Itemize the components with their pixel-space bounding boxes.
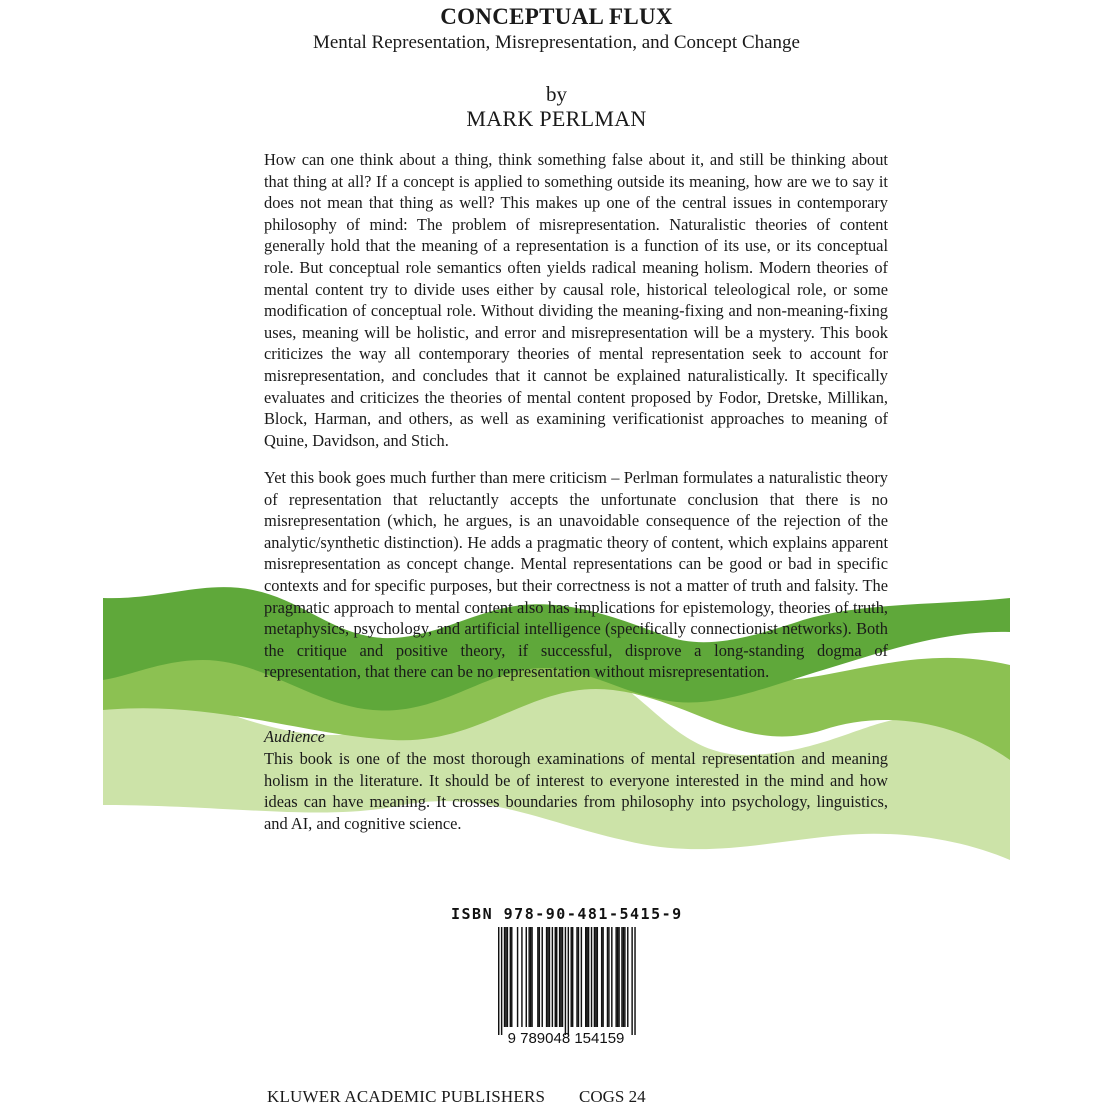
barcode-bar [510,927,511,1027]
barcode-bar [634,927,635,1035]
barcode-bar [585,927,586,1027]
barcode-bar [586,927,587,1027]
barcode-bar [617,927,618,1027]
isbn-barcode [486,927,646,1047]
barcode-bar [546,927,547,1027]
by-line: by [546,82,567,106]
barcode-bar [608,927,609,1027]
barcode-bar [562,927,563,1027]
barcode-bar [624,927,625,1027]
barcode-bar [611,927,612,1027]
barcode-bar [531,927,532,1027]
barcode-bar [602,927,603,1027]
barcode-bar [595,927,596,1027]
blurb-paragraph-2: Yet this book goes much further than mere criticism – Perlman formulates a naturalistic theory of representation that reluctantly accepts the unfortunate conclusion that there is no misrepresentation (which, he argues, is an unavoidable consequence of the rejection of the analytic/synthetic distinction). He adds a pragmatic theory of content, which explains apparent misrepresentation as concept change. Mental representations can be good or bad in specific contexts and for specific purposes, but their correctness is not a matter of truth and falsity. The pragmatic approach to mental content also has implications for epistemology, theories of truth, metaphysics, psychology, and artificial intelligence (specifically connectionist networks). Both the critique and positive theory, if successful, disprove a long-standing dogma of representation, that there can be no representation without misrepresentation. [264,468,888,682]
barcode-bar [621,927,622,1027]
barcode-bar [556,927,557,1027]
blurb-paragraph-1: How can one think about a thing, think something false about it, and still be thinking about that thing at all? If a concept is applied to something outside its meaning, how are we to say it does not mean that thing as well? This makes up one of the central issues in contemporary philosophy of mind: The problem of misrepresentation. Naturalistic theories of content generally hold that the meaning of a representation is a function of its use, or its conceptual role. But conceptual role semantics often yields radical meaning holism. Modern theories of mental content try to divide uses either by causal role, historical teleological role, or some modification of conceptual role. Without dividing the meaning-fixing and non-meaning-fixing uses, meaning will be holistic, and error and misrepresentation will be a mystery. This book criticizes the way all contemporary theories of mental representation seek to account for misrepresentation, and concludes that it cannot be explained naturalistically. It specifically evaluates and criticizes the theories of mental content proposed by Fodor, Dretske, Millikan, Block, Harman, and others, as well as examining verificationist approaches to meaning of Quine, Davidson, and Stich. [264,150,888,450]
barcode-bars [498,927,636,1035]
book-subtitle: Mental Representation, Misrepresentation, and Concept Change [312,32,800,53]
book-title: CONCEPTUAL FLUX [440,4,673,29]
barcode-bar [631,927,632,1035]
barcode-bar [555,927,556,1027]
barcode-bar [498,927,499,1035]
barcode-bar [627,927,628,1027]
series-number: COGS 24 [579,1087,646,1106]
barcode-bar [565,927,566,1035]
barcode-bar [572,927,573,1027]
barcode-bar [607,927,608,1027]
audience-paragraph: This book is one of the most thorough examinations of mental representation and meaning holism in the literature. It should be of interest to everyone interested in the mind and how ideas can have meaning. It crosses boundaries from philosophy into psychology, linguistics, and AI, and cognitive science. [264,749,888,833]
barcode-bar [618,927,619,1027]
barcode-bar [588,927,589,1027]
barcode-bar [568,927,569,1035]
barcode-bar [542,927,543,1027]
barcode-bar [530,927,531,1027]
barcode-bar [571,927,572,1027]
barcode-bar [505,927,506,1027]
barcode-bar [597,927,598,1027]
barcode-bar [511,927,512,1027]
barcode-bar [539,927,540,1027]
barcode-bar [547,927,548,1027]
barcode-bar [501,927,502,1035]
barcode-bar [560,927,561,1027]
audience-heading: Audience [264,727,325,746]
barcode-bar [552,927,553,1027]
barcode-bar [549,927,550,1027]
barcode-bar [578,927,579,1027]
publisher-name: KLUWER ACADEMIC PUBLISHERS [267,1087,546,1106]
author-name: MARK PERLMAN [466,106,647,131]
barcode-digits: 9 789048 154159 [507,1030,625,1047]
barcode-bar [623,927,624,1027]
barcode-bar [521,927,522,1027]
barcode-bar [591,927,592,1027]
barcode-bar [581,927,582,1027]
barcode-bar [537,927,538,1027]
isbn-label: ISBN 978-90-481-5415-9 [451,905,683,923]
barcode-bar [517,927,518,1027]
barcode-bar [576,927,577,1027]
barcode-bar [526,927,527,1027]
barcode-bar [504,927,505,1027]
barcode-bar [507,927,508,1027]
barcode-bar [601,927,602,1027]
barcode-bar [559,927,560,1027]
barcode-bar [528,927,529,1027]
barcode-bar [594,927,595,1027]
barcode-bar [615,927,616,1027]
